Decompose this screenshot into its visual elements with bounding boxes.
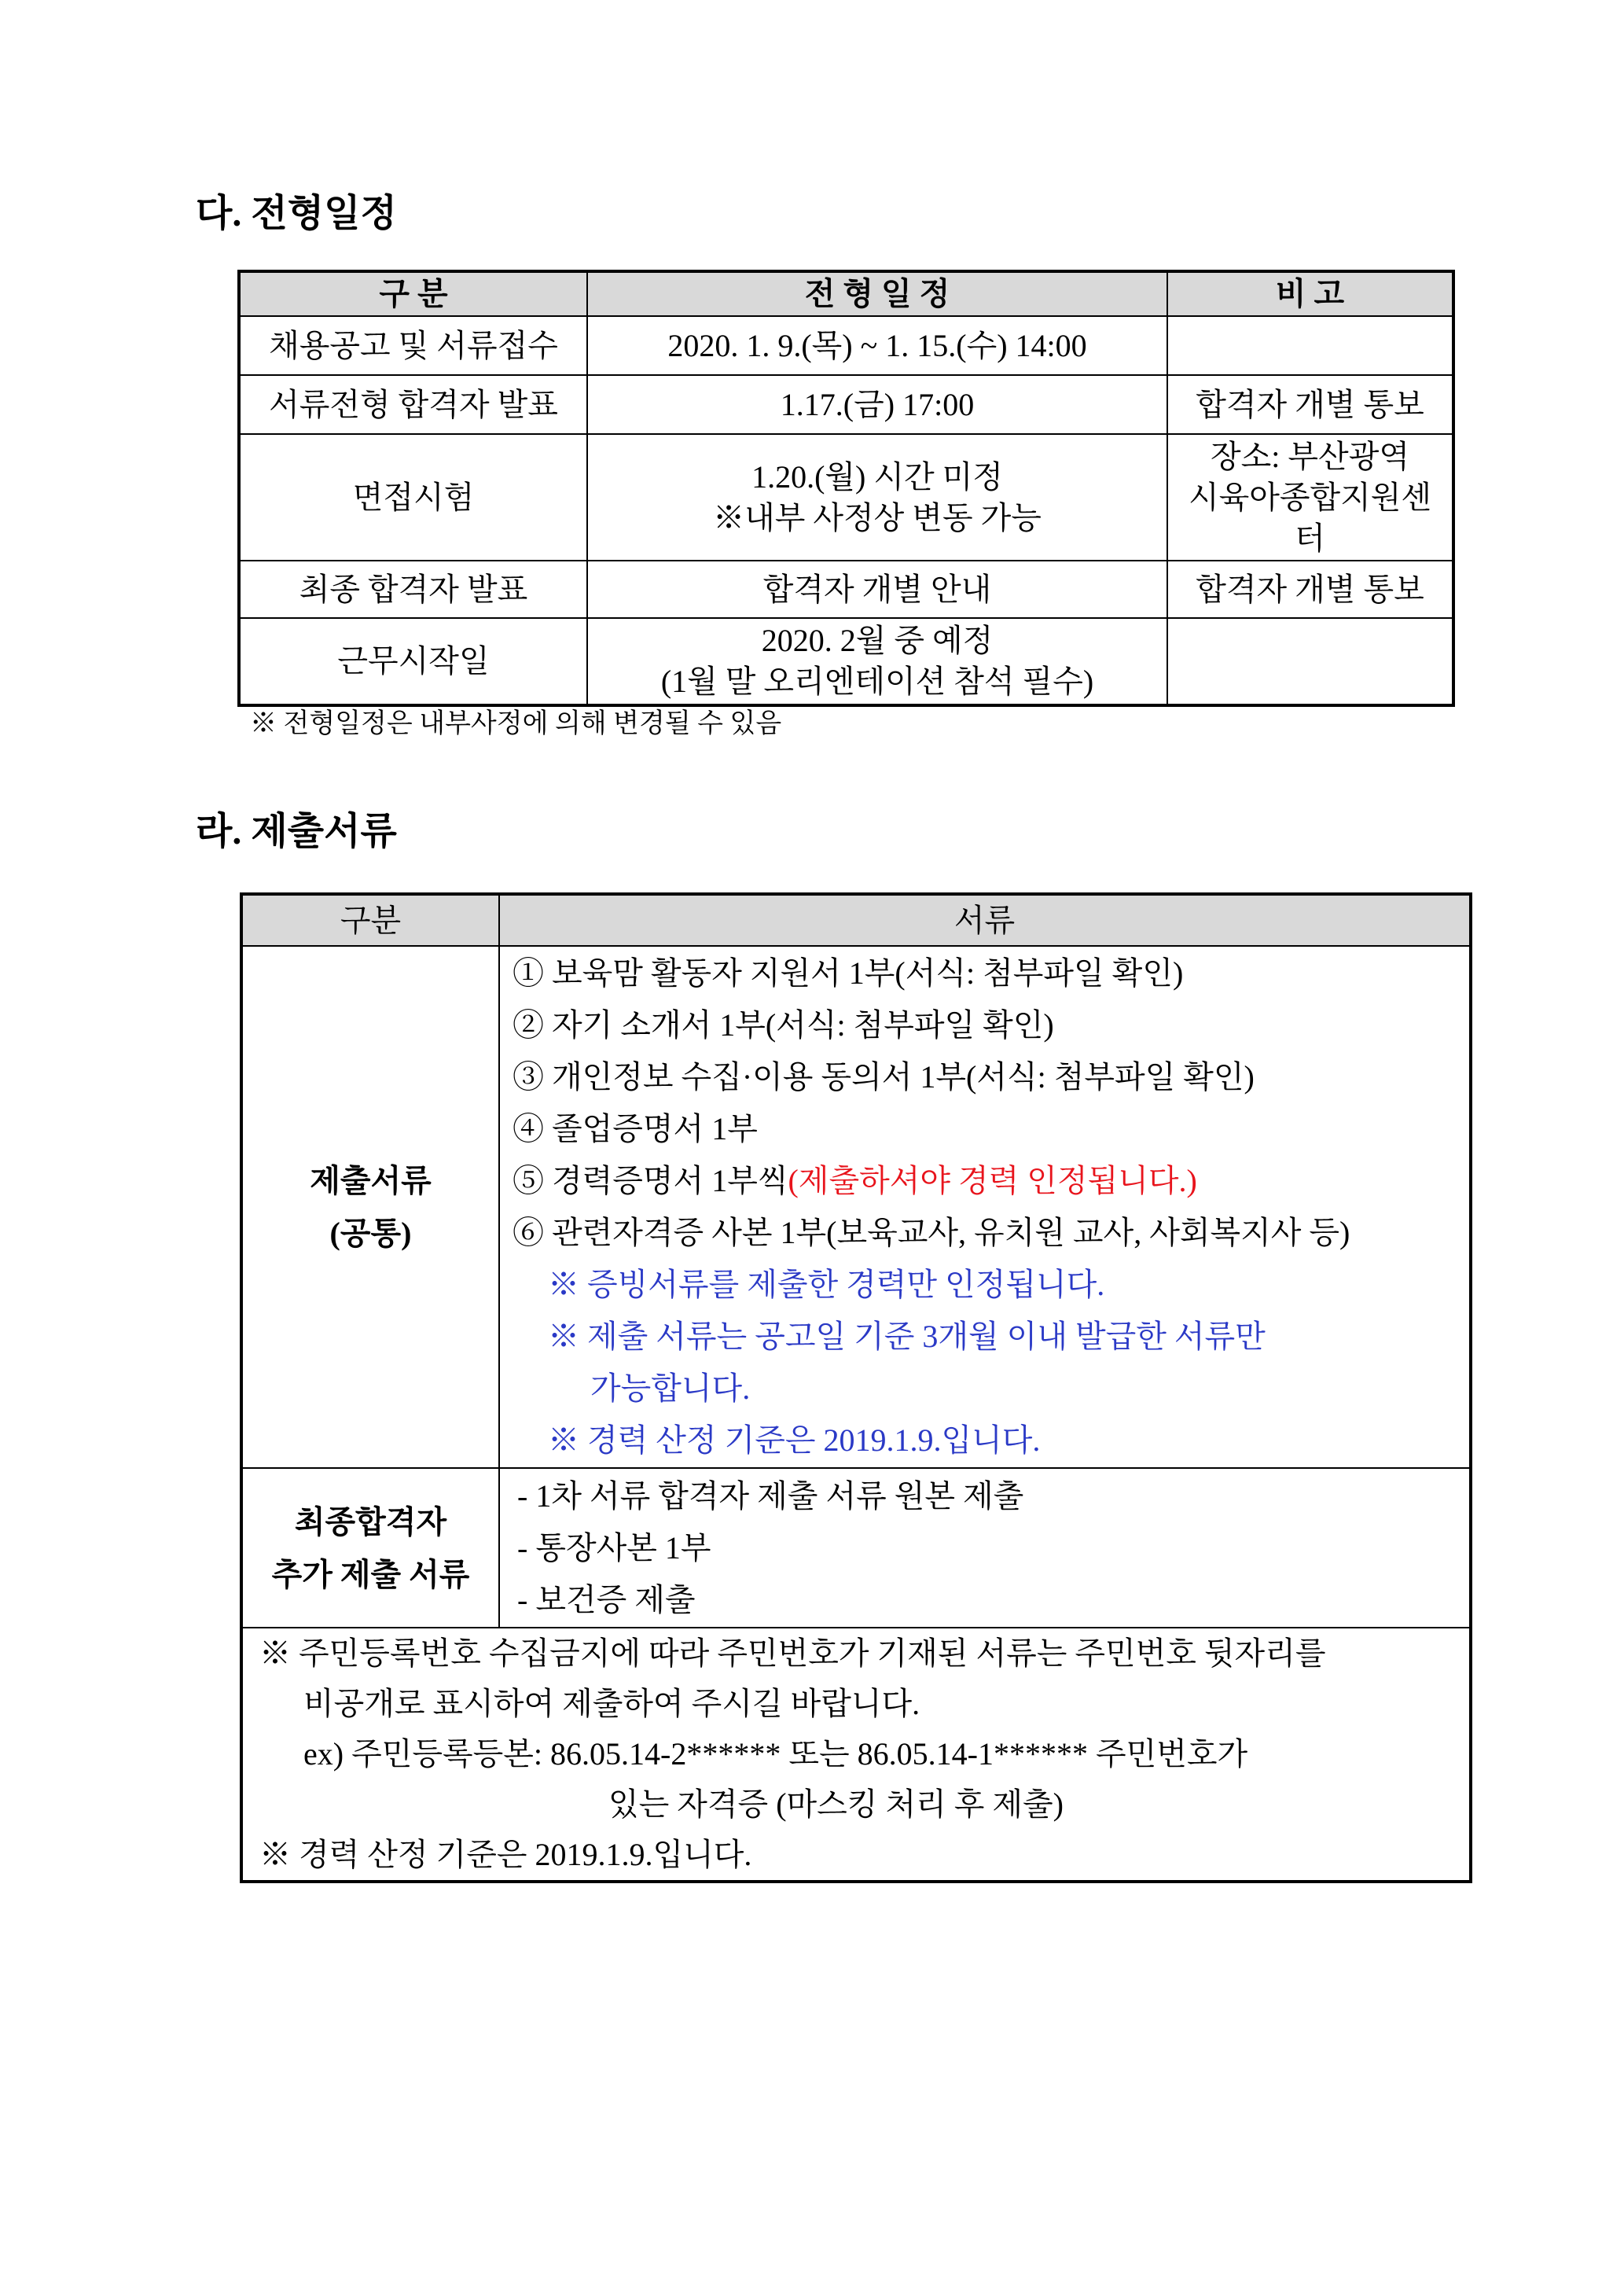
row-label-line: 최종합격자 <box>294 1503 447 1540</box>
schedule-date-line: (1월 말 오리엔테이션 참석 필수) <box>660 664 1094 699</box>
schedule-date-cell <box>587 316 1167 375</box>
table-row <box>239 561 1453 618</box>
schedule-change-note: ※ 전형일정은 내부사정에 의해 변경될 수 있음 <box>250 709 782 738</box>
schedule-remark-cell <box>1167 561 1453 618</box>
schedule-date-line: 1.20.(월) 시간 미정 <box>751 458 1003 495</box>
list-item: - 1차 서류 합격자 제출 서류 원본 제출 <box>517 1477 1024 1514</box>
schedule-date-cell <box>587 561 1167 618</box>
schedule-category-cell: 채용공고 및 서류접수 <box>239 316 587 375</box>
notice-line: 가능합니다. <box>590 1371 751 1406</box>
final-documents-label-cell <box>241 1468 499 1628</box>
schedule-remark-line: 터 <box>1295 520 1325 556</box>
schedule-category-cell: 근무시작일 <box>239 618 587 705</box>
schedule-table <box>237 270 1455 707</box>
document-item-text: ① 보육맘 활동자 지원서 1부(서식: 첨부파일 확인) <box>513 955 1184 991</box>
document-item-text: ③ 개인정보 수집·이용 동의서 1부(서식: 첨부파일 확인) <box>513 1059 1255 1095</box>
schedule-remark-cell <box>1167 434 1453 561</box>
schedule-section-heading: 다. 전형일정 <box>196 193 397 234</box>
list-item <box>513 1103 1469 1155</box>
documents-section-heading: 라. 제출서류 <box>196 811 397 852</box>
schedule-category-cell: 서류전형 합격자 발표 <box>239 375 587 434</box>
column-header-documents: 서류 <box>499 894 1471 946</box>
final-documents-list-cell <box>499 1468 1471 1628</box>
table-row <box>241 1628 1471 1882</box>
footnote-line: 비공개로 표시하여 제출하여 주시길 바랍니다. <box>303 1686 920 1721</box>
list-item <box>513 1155 1469 1207</box>
row-label-line: 추가 제출 서류 <box>271 1556 470 1592</box>
table-row <box>239 434 1453 561</box>
schedule-remark-cell <box>1167 618 1453 705</box>
schedule-date-line: ※내부 사정상 변동 가능 <box>713 499 1042 535</box>
documents-table <box>240 892 1472 1883</box>
schedule-date-cell <box>587 434 1167 561</box>
documents-table-header-row <box>241 894 1471 946</box>
row-label-line: 제출서류 <box>310 1163 432 1198</box>
document-item-text: ② 자기 소개서 1부(서식: 첨부파일 확인) <box>513 1007 1054 1043</box>
column-header-category: 구분 <box>241 894 499 946</box>
schedule-date-line: 2020. 1. 9.(목) ~ 1. 15.(수) 14:00 <box>667 327 1087 363</box>
notice-line: ※ 경력 산정 기준은 2019.1.9.입니다. <box>548 1422 1041 1458</box>
table-row <box>241 946 1471 1468</box>
document-item-text: ⑤ 경력증명서 1부씩 <box>513 1163 788 1198</box>
list-item <box>513 947 1469 999</box>
schedule-category-cell: 최종 합격자 발표 <box>239 561 587 618</box>
schedule-category-cell: 면접시험 <box>239 434 587 561</box>
list-item: - 보건증 제출 <box>517 1581 696 1617</box>
list-item <box>513 1051 1469 1103</box>
schedule-table-header-row <box>239 271 1453 316</box>
common-documents-list-cell <box>499 946 1471 1468</box>
notice-line: ※ 증빙서류를 제출한 경력만 인정됩니다. <box>548 1267 1105 1302</box>
table-row <box>239 618 1453 705</box>
column-header-category: 구 분 <box>239 271 587 316</box>
table-row <box>239 316 1453 375</box>
schedule-remark-line: 장소: 부산광역 <box>1211 438 1409 474</box>
list-item <box>513 1207 1469 1259</box>
emphasis-text: (제출하셔야 경력 인정됩니다.) <box>788 1163 1197 1198</box>
schedule-remark-cell <box>1167 316 1453 375</box>
row-label-line: (공통) <box>329 1216 412 1251</box>
column-header-remark: 비 고 <box>1167 271 1453 316</box>
document-item-text: ④ 졸업증명서 1부 <box>513 1111 758 1146</box>
table-row <box>239 375 1453 434</box>
schedule-date-cell <box>587 375 1167 434</box>
footnote-line: ※ 경력 산정 기준은 2019.1.9.입니다. <box>259 1837 752 1872</box>
footnote-line: ※ 주민등록번호 수집금지에 따라 주민번호가 기재된 서류는 주민번호 뒷자리를 <box>259 1636 1326 1671</box>
footnote-line: ex) 주민등록등본: 86.05.14-2****** 또는 86.05.14-1****** 주민번호가 <box>303 1736 1248 1772</box>
notice-line: ※ 제출 서류는 공고일 기준 3개월 이내 발급한 서류만 <box>548 1319 1266 1354</box>
footnote-line: 있는 자격증 (마스킹 처리 후 제출) <box>608 1786 1064 1822</box>
schedule-remark-line: 합격자 개별 통보 <box>1196 386 1424 422</box>
footnote-cell <box>241 1628 1471 1882</box>
table-row <box>241 1468 1471 1628</box>
list-item: - 통장사본 1부 <box>517 1529 711 1566</box>
list-item <box>513 999 1469 1051</box>
schedule-date-cell <box>587 618 1167 705</box>
document-item-text: ⑥ 관련자격증 사본 1부(보육교사, 유치원 교사, 사회복지사 등) <box>513 1215 1350 1250</box>
common-documents-label-cell <box>241 946 499 1468</box>
schedule-date-line: 2020. 2월 중 예정 <box>761 623 994 658</box>
column-header-schedule: 전 형 일 정 <box>587 271 1167 316</box>
schedule-remark-line: 합격자 개별 통보 <box>1196 571 1424 607</box>
schedule-remark-line: 시육아종합지원센 <box>1188 479 1432 515</box>
schedule-date-line: 1.17.(금) 17:00 <box>780 386 975 422</box>
schedule-date-line: 합격자 개별 안내 <box>762 571 992 607</box>
schedule-remark-cell <box>1167 375 1453 434</box>
